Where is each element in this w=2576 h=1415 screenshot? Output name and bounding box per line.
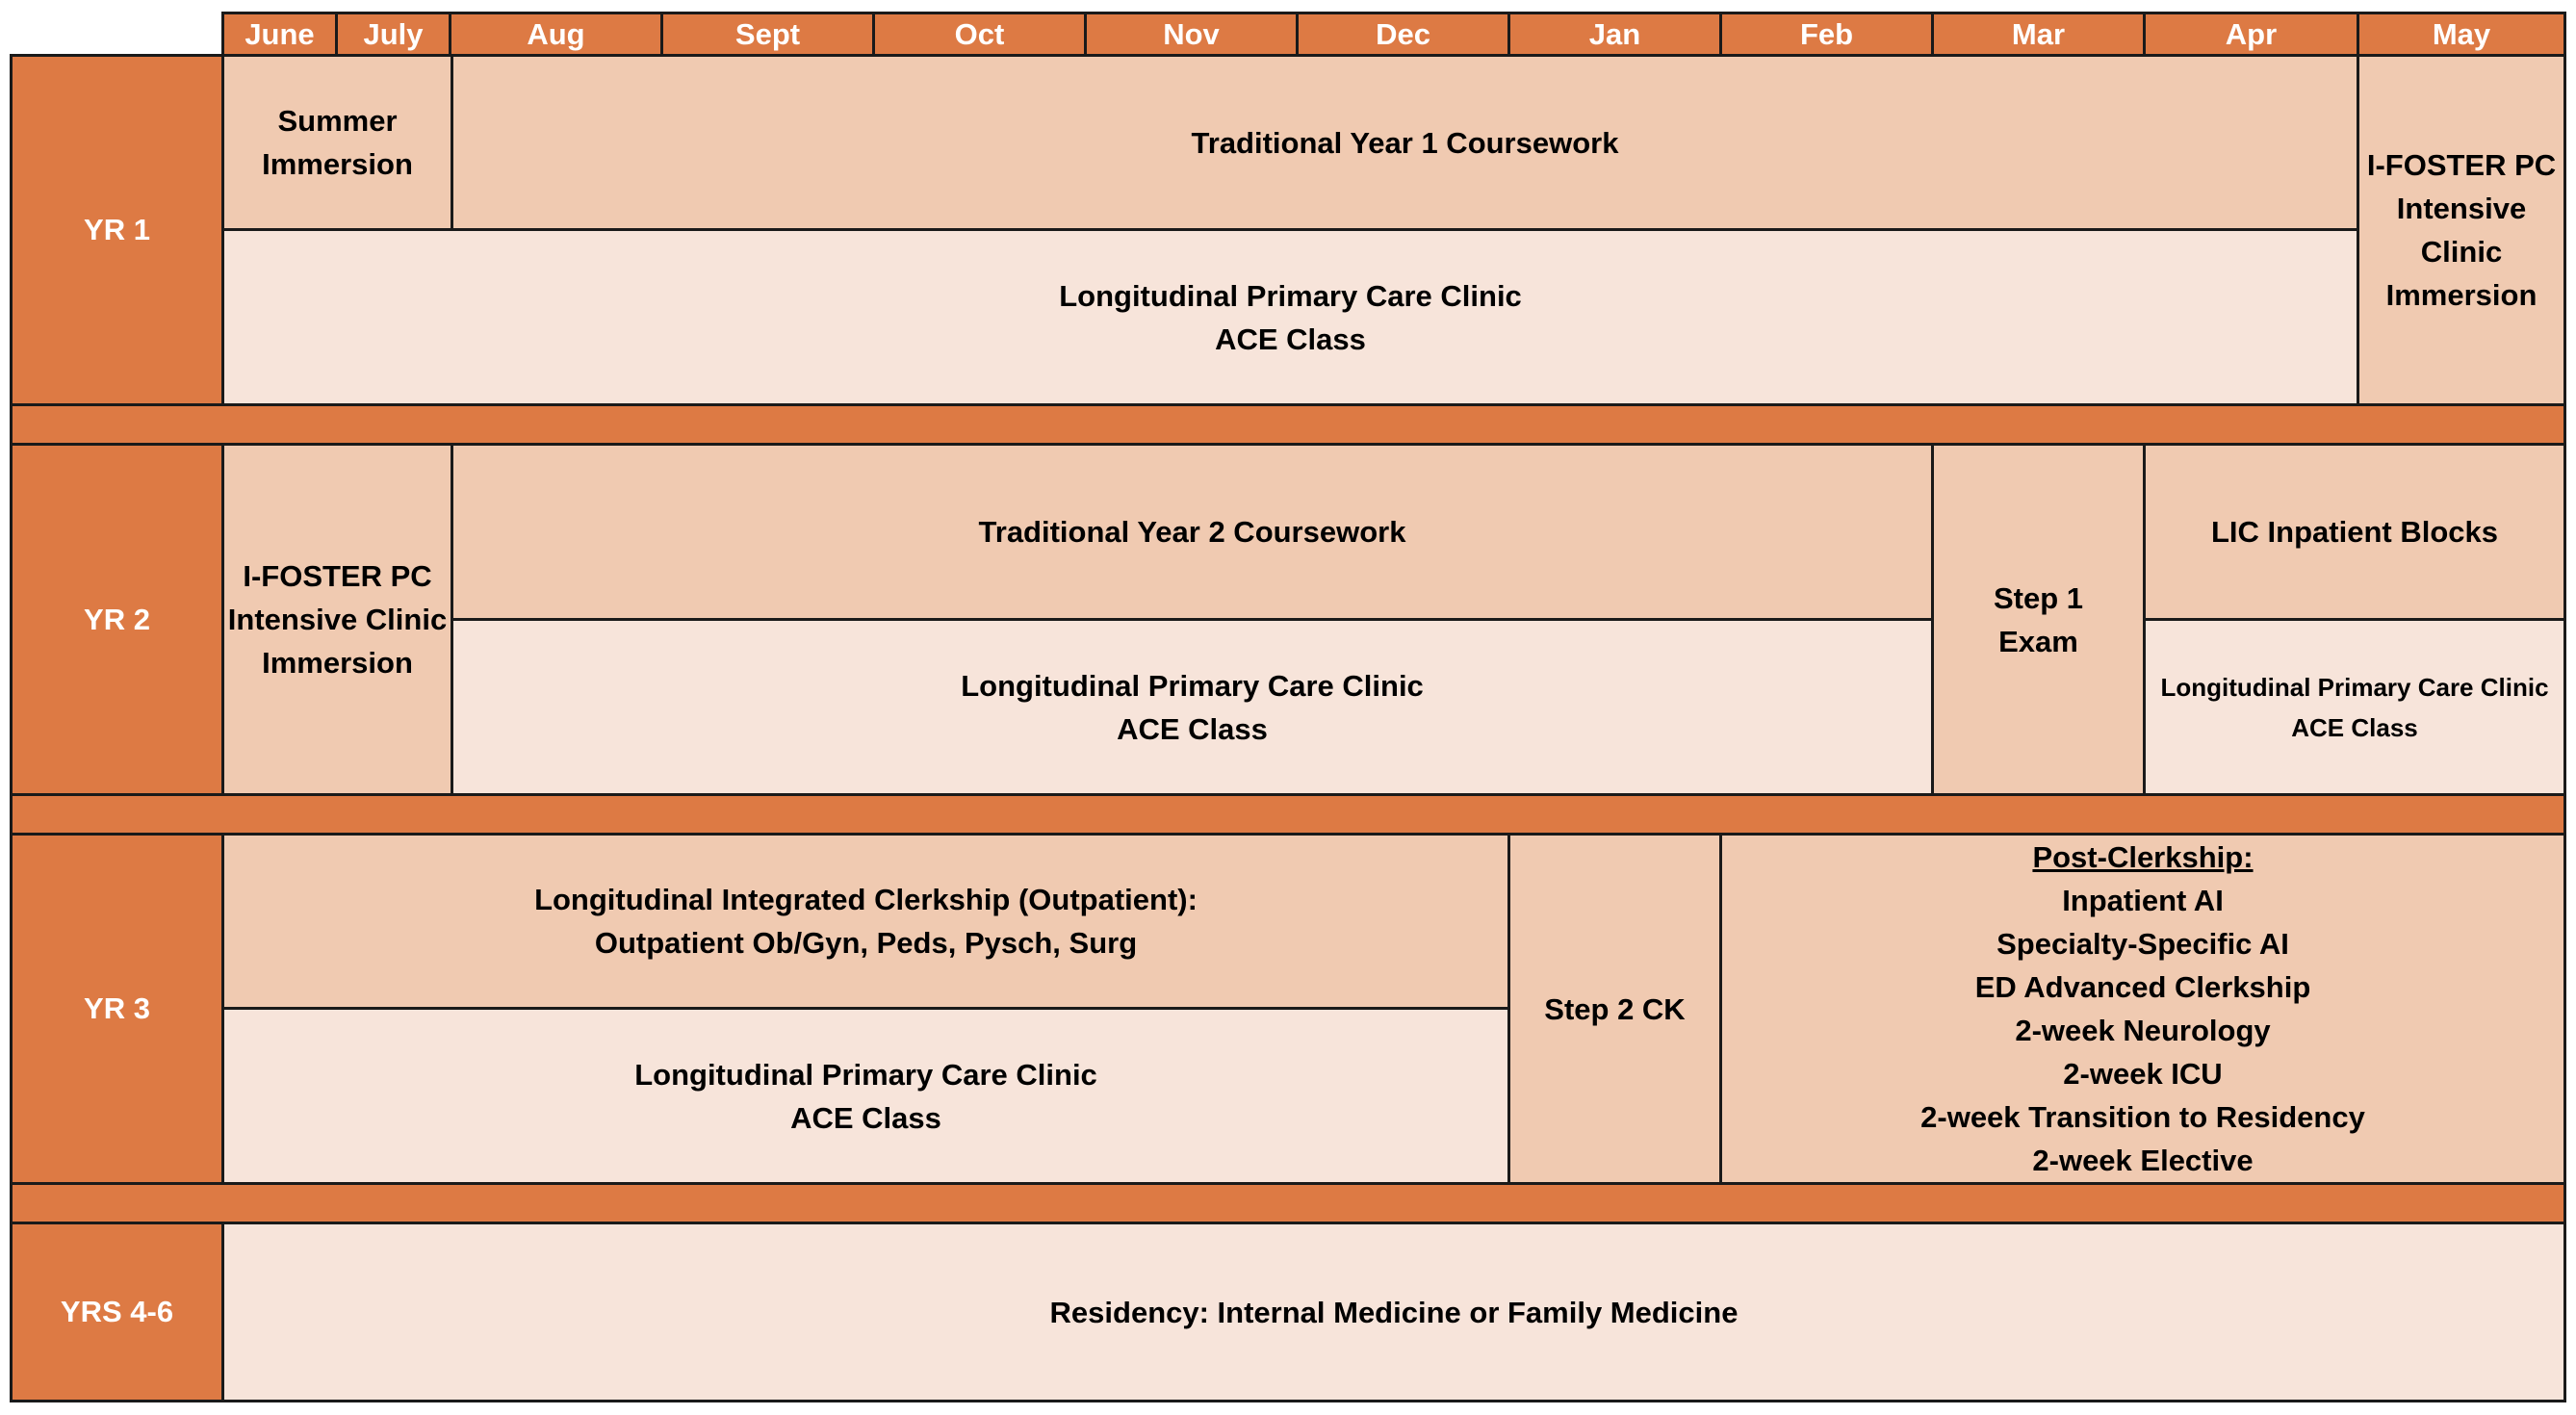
- yr1-ifoster-line3: Clinic: [2420, 235, 2503, 269]
- yr1-clinic-line2: ACE Class: [1215, 322, 1366, 356]
- yr3-clinic-line2: ACE Class: [790, 1100, 941, 1135]
- month-oct: Oct: [872, 12, 1087, 57]
- year-label-yr1: YR 1: [10, 54, 224, 406]
- yr1-coursework: Traditional Year 1 Coursework: [451, 54, 2359, 231]
- yr2-ifoster-line3: Immersion: [262, 646, 413, 680]
- yr1-ifoster-immersion: [2357, 54, 2566, 406]
- yr2-clinic-small-line2: ACE Class: [2291, 712, 2418, 742]
- yr2-clinic-line1: Longitudinal Primary Care Clinic: [961, 668, 1424, 703]
- yr3-post-clerkship: [1719, 833, 2566, 1185]
- yr2-primary-care-clinic: [451, 618, 1934, 796]
- yr2-ifoster-line2: Intensive Clinic: [227, 603, 448, 636]
- yr3-post-item: 2-week ICU: [2063, 1057, 2223, 1091]
- yr1-clinic-line1: Longitudinal Primary Care Clinic: [1059, 278, 1522, 313]
- month-sept: Sept: [660, 12, 875, 57]
- yr2-lic-inpatient-blocks: LIC Inpatient Blocks: [2143, 443, 2566, 621]
- yr3-post-item: Inpatient AI: [2062, 884, 2224, 917]
- yr1-ifoster-line4: Immersion: [2385, 278, 2537, 312]
- month-aug: Aug: [449, 12, 663, 57]
- month-may: May: [2357, 12, 2566, 57]
- yr3-primary-care-clinic: [221, 1007, 1510, 1185]
- yr2-step1-line1: Step 1: [1993, 580, 2084, 615]
- yr3-step2-ck: Step 2 CK: [1507, 833, 1722, 1185]
- separator-yr3-yr4: [10, 1182, 2566, 1224]
- yr1-summer-immersion: [221, 54, 453, 231]
- month-nov: Nov: [1084, 12, 1299, 57]
- yr3-post-clerkship-title: Post-Clerkship:: [2032, 840, 2254, 874]
- month-dec: Dec: [1296, 12, 1510, 57]
- yr3-post-item: ED Advanced Clerkship: [1974, 970, 2311, 1004]
- header-corner: [10, 12, 223, 56]
- yr3-post-item: Specialty-Specific AI: [1996, 927, 2289, 961]
- yr2-clinic-small-line1: Longitudinal Primary Care Clinic: [2160, 672, 2549, 702]
- yr2-coursework: Traditional Year 2 Coursework: [451, 443, 1934, 621]
- yr3-lic-line1: Longitudinal Integrated Clerkship (Outpatient):: [534, 883, 1198, 916]
- month-jan: Jan: [1507, 12, 1722, 57]
- yr2-step1-exam: [1931, 443, 2146, 796]
- yr2-ifoster-line1: I-FOSTER PC: [243, 559, 432, 593]
- month-feb: Feb: [1719, 12, 1934, 57]
- month-june: June: [221, 12, 338, 57]
- yr2-clinic-line2: ACE Class: [1117, 711, 1268, 746]
- month-mar: Mar: [1931, 12, 2146, 57]
- separator-yr2-yr3: [10, 793, 2566, 836]
- yr3-post-item: 2-week Transition to Residency: [1920, 1100, 2365, 1134]
- year-label-yr2: YR 2: [10, 443, 224, 796]
- yr2-step1-line2: Exam: [1998, 624, 2078, 658]
- yr1-ifoster-line1: I-FOSTER PC: [2366, 148, 2557, 182]
- month-apr: Apr: [2143, 12, 2359, 57]
- year-label-yr3: YR 3: [10, 833, 224, 1185]
- yr1-primary-care-clinic: [221, 228, 2359, 406]
- yr3-post-item: 2-week Elective: [2032, 1144, 2254, 1177]
- yr2-primary-care-clinic-small: [2143, 618, 2566, 796]
- yr3-clinic-line1: Longitudinal Primary Care Clinic: [634, 1057, 1097, 1092]
- year-label-yrs4-6: YRS 4-6: [10, 1222, 224, 1402]
- yr3-post-item: 2-week Neurology: [2015, 1014, 2271, 1047]
- yr1-ifoster-line2: Intensive: [2396, 192, 2527, 225]
- yr1-summer-line1: Summer: [277, 104, 398, 138]
- yr3-lic-outpatient: [221, 833, 1510, 1010]
- yr4-6-residency: Residency: Internal Medicine or Family Medicine: [221, 1222, 2566, 1402]
- yr3-lic-line2: Outpatient Ob/Gyn, Peds, Pysch, Surg: [594, 926, 1138, 960]
- yr1-summer-line2: Immersion: [262, 147, 413, 181]
- month-july: July: [335, 12, 451, 57]
- separator-yr1-yr2: [10, 403, 2566, 446]
- yr2-ifoster-immersion: [221, 443, 453, 796]
